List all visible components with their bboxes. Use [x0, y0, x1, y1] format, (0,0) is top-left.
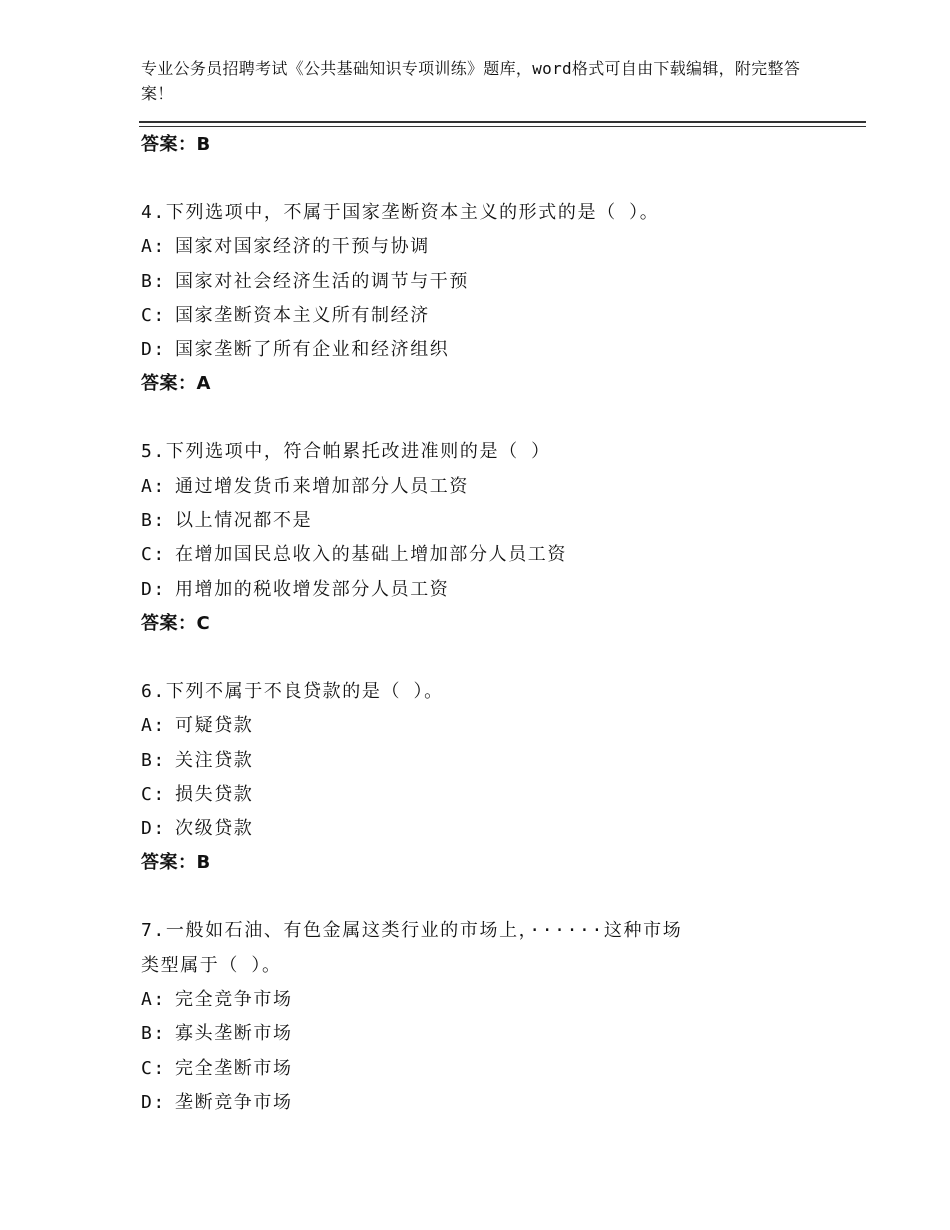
- answer-value: C: [196, 612, 211, 634]
- option-key: A:: [141, 475, 166, 497]
- option-text: 寡头垄断市场: [175, 1023, 293, 1045]
- answer-label: 答案：: [141, 612, 197, 634]
- answer-label: 答案：: [141, 134, 197, 155]
- option-a: [141, 709, 841, 743]
- question-text: 7.一般如石油、有色金属这类行业的市场上，······这种市场: [141, 920, 683, 942]
- option-key: B:: [141, 510, 166, 532]
- option-key: D:: [141, 818, 166, 840]
- option-text: 完全竞争市场: [175, 989, 293, 1011]
- answer-value: B: [196, 852, 211, 874]
- option-a: [141, 470, 841, 504]
- option-text: 完全垄断市场: [175, 1057, 293, 1079]
- answer-line: [141, 607, 841, 641]
- document-header: 专业公务员招聘考试《公共基础知识专项训练》题库，word格式可自由下载编辑，附完整答案！: [141, 59, 801, 103]
- option-c: [141, 299, 841, 333]
- option-d: [141, 573, 841, 607]
- option-key: C:: [141, 304, 166, 326]
- option-a: [141, 230, 841, 264]
- question-block: [141, 914, 841, 1120]
- option-d: [141, 1086, 841, 1120]
- option-key: D:: [141, 578, 166, 600]
- question-text: 5.下列选项中，符合帕累托改进准则的是（ ）: [141, 441, 551, 463]
- option-text: 国家垄断了所有企业和经济组织: [175, 339, 450, 361]
- option-c: [141, 1052, 841, 1086]
- answer-value: B: [196, 134, 211, 155]
- option-text: 国家垄断资本主义所有制经济: [175, 304, 430, 326]
- option-c: [141, 778, 841, 812]
- question-block: [141, 435, 841, 640]
- option-text: 国家对国家经济的干预与协调: [175, 236, 430, 258]
- question-block: [141, 675, 841, 880]
- answer-line: [141, 367, 841, 401]
- header-rule-thin: [139, 126, 866, 127]
- option-text: 关注贷款: [175, 749, 254, 771]
- option-key: D:: [141, 1091, 166, 1113]
- option-text: 国家对社会经济生活的调节与干预: [175, 270, 469, 292]
- option-key: B:: [141, 749, 166, 771]
- option-d: [141, 812, 841, 846]
- option-key: D:: [141, 339, 166, 361]
- question-text: 4.下列选项中，不属于国家垄断资本主义的形式的是（ ）。: [141, 202, 660, 223]
- question-text: 6.下列不属于不良贷款的是（ ）。: [141, 680, 444, 702]
- option-text: 在增加国民总收入的基础上增加部分人员工资: [175, 544, 567, 566]
- option-text: 损失贷款: [175, 783, 254, 805]
- answer-label: 答案：: [141, 852, 197, 874]
- option-b: [141, 504, 841, 538]
- option-text: 次级贷款: [175, 818, 254, 840]
- question-content: [141, 128, 841, 1120]
- answer-line: [141, 846, 841, 880]
- option-c: [141, 538, 841, 572]
- option-key: A:: [141, 236, 166, 258]
- option-text: 可疑贷款: [175, 715, 254, 737]
- option-text: 以上情况都不是: [175, 510, 313, 532]
- option-key: B:: [141, 270, 166, 292]
- answer-line: [141, 128, 841, 162]
- answer-value: A: [196, 373, 211, 395]
- option-a: [141, 983, 841, 1017]
- option-key: B:: [141, 1023, 166, 1045]
- option-key: A:: [141, 989, 166, 1011]
- answer-label: 答案：: [141, 373, 197, 395]
- header-rule-thick: [139, 121, 866, 123]
- option-b: [141, 744, 841, 778]
- option-text: 用增加的税收增发部分人员工资: [175, 578, 450, 600]
- option-d: [141, 333, 841, 367]
- option-b: [141, 1017, 841, 1051]
- option-key: C:: [141, 1057, 166, 1079]
- question-block: [141, 196, 841, 401]
- option-b: [141, 265, 841, 299]
- option-key: A:: [141, 715, 166, 737]
- option-text: 垄断竞争市场: [175, 1091, 293, 1113]
- option-key: C:: [141, 783, 166, 805]
- question-text-continued: 类型属于（ ）。: [141, 954, 282, 976]
- option-key: C:: [141, 544, 166, 566]
- option-text: 通过增发货币来增加部分人员工资: [175, 475, 469, 497]
